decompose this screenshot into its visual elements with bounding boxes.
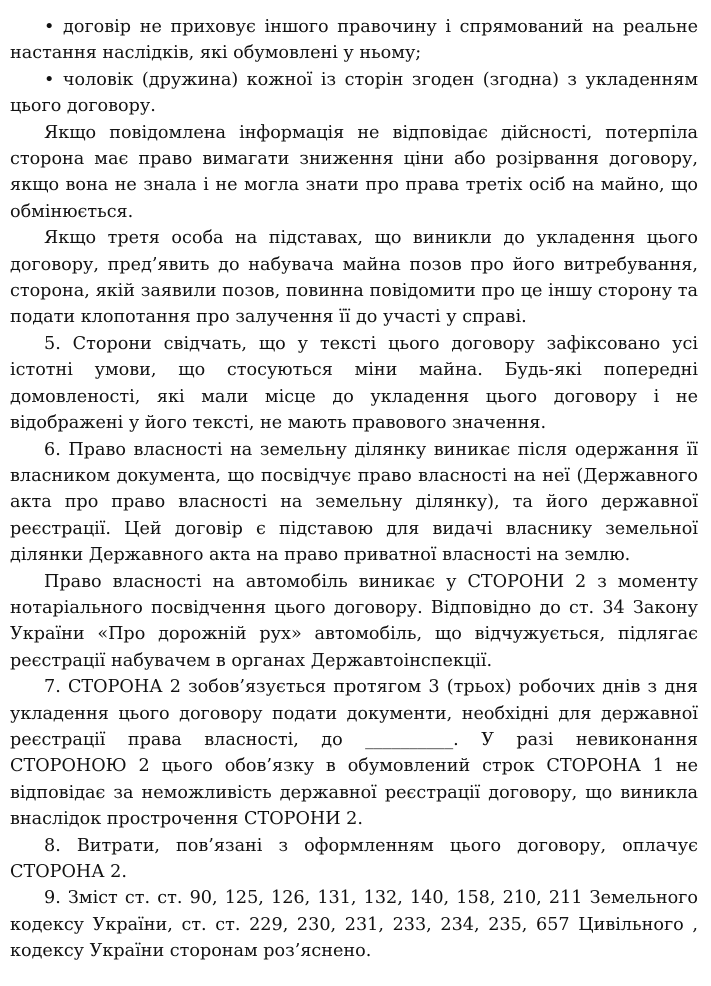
bullet-item-no-hidden-deal: • договір не приховує іншого правочину і спрямований на реальне настання наслідків, які обумовлені у ньому;: [10, 17, 698, 64]
paragraph-car-ownership: Право власності на автомобіль виникає у СТОРОНИ 2 з моменту нотаріального посвідчення цього договору. Відповідно до ст. 34 Закону України «Про дорожній рух» автомобіль, що відчужується, підлягає реєстрації набувачем в органах Державтоінспекції.: [10, 571, 698, 671]
clause-6: 6. Право власності на земельну ділянку виникає після одержання її власником документа, що посвідчує право власності на неї (Державного акта про право власності на земельну ділянку), та його державної реєстрації. Цей договір є підставою для видачі власнику земельної ділянки Державного акта на право приватної власності на землю.: [10, 439, 698, 566]
clause-7: 7. СТОРОНА 2 зобов’язується протягом 3 (трьох) робочих днів з дня укладення цього договору подати документи, необхідні для державної реєстрації права власності, до __________. У разі невиконання СТОРОНОЮ 2 цього обов’язку в обумовлений строк СТОРОНА 1 не відповідає за неможливість державної реєстрації договору, що виникла внаслідок прострочення СТОРОНИ 2.: [10, 677, 698, 830]
paragraph-false-information: Якщо повідомлена інформація не відповідає дійсності, потерпіла сторона має право вимагати зниження ціни або розірвання договору, якщо вона не знала і не могла знати про права третіх осіб на майно, що обмінюється.: [10, 122, 698, 222]
clause-5: 5. Сторони свідчать, що у тексті цього договору зафіксовано усі істотні умови, що стосуються міни майна. Будь-які попередні домовленості, які мали місце до укладення цього договору і не відображені у його тексті, не мають правового значення.: [10, 333, 698, 434]
bullet-item-spouse-consent: • чоловік (дружина) кожної із сторін згоден (згодна) з укладенням цього договору.: [10, 69, 698, 117]
paragraph-third-party-claim: Якщо третя особа на підставах, що виникли до укладення цього договору, пред’явить до набувача майна позов про його витребування, сторона, якій заявили позов, повинна повідомити про це іншу сторону та подати клопотання про залучення її до участі у справі.: [10, 228, 698, 328]
document-page: [10, 14, 698, 965]
clause-9: 9. Зміст ст. ст. 90, 125, 126, 131, 132, 140, 158, 210, 211 Земельного кодексу України, ст. ст. 229, 230, 231, 233, 234, 235, 657 Цивільного , кодексу України сторонам роз’яснено.: [10, 888, 698, 962]
clause-8: 8. Витрати, пов’язані з оформленням цього договору, оплачує СТОРОНА 2.: [10, 835, 698, 882]
